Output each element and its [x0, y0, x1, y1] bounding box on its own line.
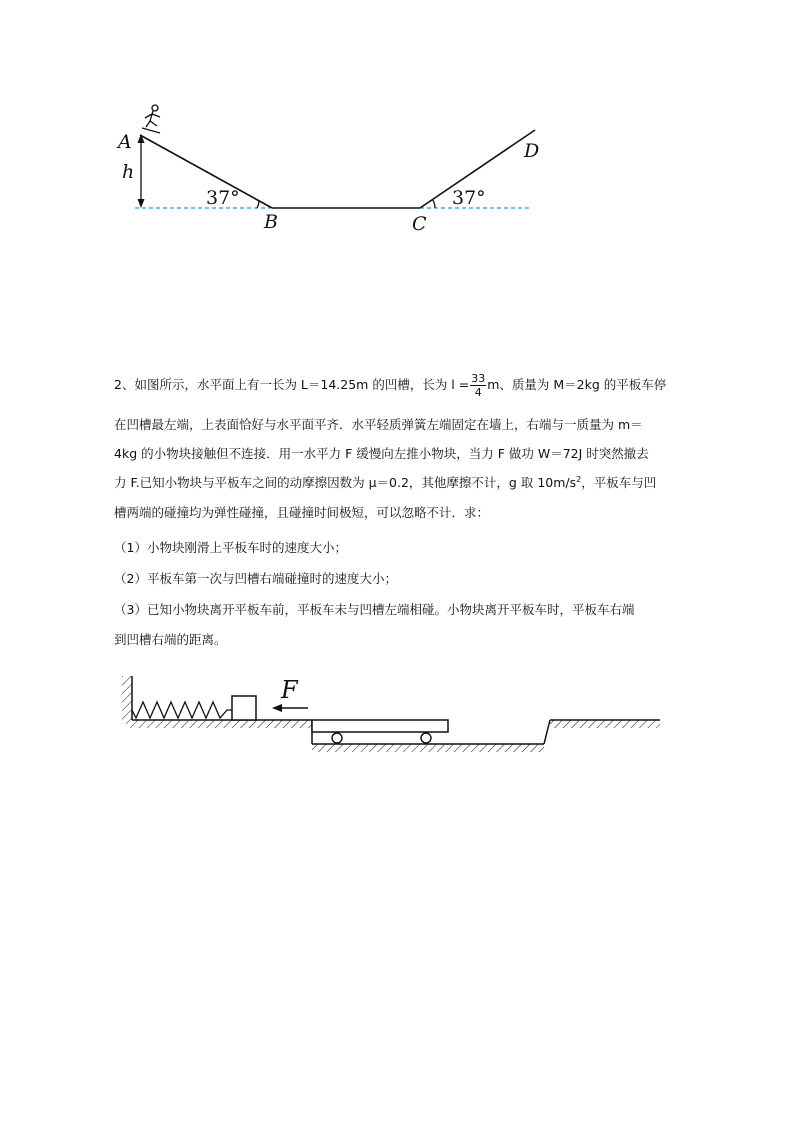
- groove-right-wall: [544, 720, 550, 744]
- skier-icon: [142, 105, 160, 133]
- spring: [132, 702, 232, 718]
- angle-arc-b: [257, 201, 259, 209]
- label-b: B: [264, 211, 278, 233]
- height-arrow-top: [138, 134, 145, 143]
- question-1: （1）小物块刚滑上平板车时的速度大小；: [114, 540, 347, 555]
- angle-arc-c: [433, 200, 436, 209]
- groove-floor-hatch: [312, 744, 544, 752]
- problem-line-4-sup: 2: [576, 474, 582, 484]
- label-d: D: [524, 140, 540, 162]
- question-2: （2）平板车第一次与凹槽右端碰撞时的速度大小；: [114, 571, 397, 586]
- wall-hatch: [122, 676, 132, 720]
- problem-line-1: [114, 372, 704, 399]
- angle-label-left: 37°: [206, 187, 240, 209]
- problem-line-3: 4kg 的小物块接触但不连接．用一水平力 F 缓慢向左推小物块，当力 F 做功 W＝72J 时突然撤去: [114, 446, 649, 461]
- right-ground-hatch: [550, 720, 660, 728]
- cart-wheel-left: [332, 733, 342, 743]
- problem-line-4-post: ，平板车与凹: [581, 475, 657, 490]
- force-label: F: [281, 676, 298, 704]
- label-a: A: [118, 131, 132, 153]
- problem-line-1-pre: 2、如图所示，水平面上有一长为 L＝14.25m 的凹槽，长为 l =: [114, 377, 470, 392]
- force-arrowhead: [272, 704, 282, 712]
- left-ground-hatch: [126, 720, 312, 728]
- flat-cart: [312, 720, 448, 732]
- angle-label-right: 37°: [452, 187, 486, 209]
- fraction-numerator: 33: [471, 372, 486, 385]
- small-block: [232, 696, 256, 720]
- slope-figure: [100, 95, 560, 245]
- fraction-length: [470, 372, 486, 399]
- problem-line-2: 在凹槽最左端，上表面恰好与水平面平齐．水平轻质弹簧左端固定在墙上，右端与一质量为 m＝: [114, 417, 643, 432]
- label-c: C: [412, 213, 427, 235]
- cart-wheel-right: [421, 733, 431, 743]
- fraction-denominator: 4: [474, 386, 482, 399]
- question-3b: 到凹槽右端的距离。: [114, 632, 227, 647]
- groove-figure: [118, 672, 668, 762]
- problem-line-4: [114, 470, 704, 495]
- problem-line-4-pre: 力 F.已知小物块与平板车之间的动摩擦因数为 μ＝0.2，其他摩擦不计，g 取 10m/s: [114, 475, 577, 490]
- question-3a: （3）已知小物块离开平板车前，平板车未与凹槽左端相碰。小物块离开平板车时，平板车右端: [114, 602, 635, 617]
- height-arrow-bottom: [138, 199, 145, 208]
- problem-line-5: 槽两端的碰撞均为弹性碰撞，且碰撞时间极短，可以忽略不计．求：: [114, 505, 490, 520]
- label-h: h: [122, 161, 135, 183]
- problem-line-1-post: m、质量为 M＝2kg 的平板车停: [487, 377, 667, 392]
